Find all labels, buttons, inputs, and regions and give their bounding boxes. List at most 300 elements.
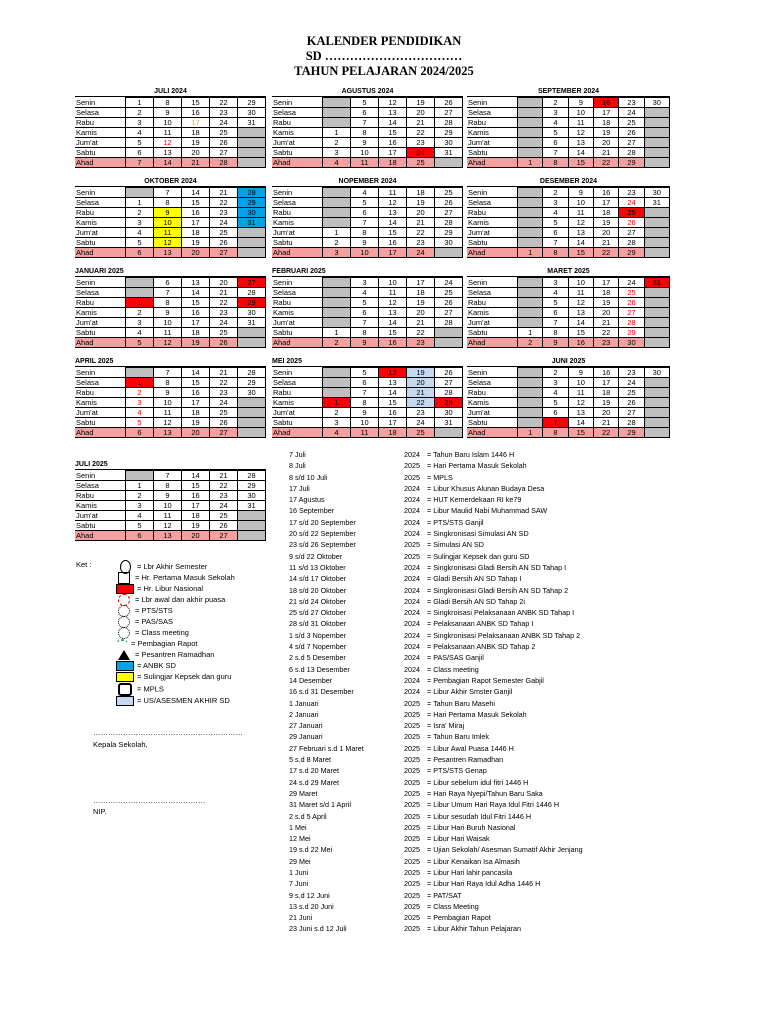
legend-item	[116, 649, 214, 660]
day-cell: 8	[351, 398, 379, 408]
day-cell: 24	[407, 148, 435, 158]
day-name: Kamis	[272, 308, 323, 318]
event-date: 17 Juli	[289, 483, 310, 493]
day-name: Jum'at	[272, 228, 323, 238]
day-cell: 8	[154, 378, 182, 388]
event-text: = Singkronisasi Gladi Bersih AN SD Tahap I	[427, 562, 567, 572]
event-row	[289, 472, 759, 483]
day-cell: 5	[126, 338, 154, 348]
day-name: Selasa	[75, 378, 126, 388]
day-cell: 29	[435, 398, 463, 408]
month-calendar	[75, 267, 266, 348]
event-row	[289, 743, 759, 754]
day-cell: 20	[182, 248, 210, 258]
day-cell: 9	[351, 408, 379, 418]
day-cell: 9	[568, 188, 593, 198]
event-year: 2025	[404, 472, 420, 482]
day-cell: 28	[435, 388, 463, 398]
legend-item	[116, 683, 164, 694]
day-cell: 11	[568, 118, 593, 128]
day-name: Sabtu	[467, 328, 518, 338]
day-cell: 23	[210, 491, 238, 501]
day-cell: 14	[154, 158, 182, 168]
day-cell: 15	[182, 481, 210, 491]
day-cell	[644, 128, 669, 138]
day-cell: 23	[210, 108, 238, 118]
legend-label: = Lbr awal dan akhir puasa	[135, 595, 226, 604]
day-cell: 25	[619, 388, 644, 398]
legend-label: = ANBK SD	[137, 661, 176, 670]
day-name: Sabtu	[272, 148, 323, 158]
event-text: = Libur Hari lahir pancasila	[427, 867, 513, 877]
day-cell: 8	[543, 428, 568, 438]
day-cell: 7	[126, 158, 154, 168]
day-cell: 21	[593, 148, 618, 158]
day-cell: 1	[323, 128, 351, 138]
day-cell: 28	[435, 218, 463, 228]
day-cell: 13	[154, 531, 182, 541]
day-cell: 9	[154, 388, 182, 398]
event-text: = Tahun Baru Imlek	[427, 732, 489, 742]
day-cell: 17	[182, 501, 210, 511]
day-cell: 7	[154, 471, 182, 481]
day-name: Ahad	[75, 428, 126, 438]
legend-item	[116, 671, 231, 682]
day-name: Jum'at	[272, 318, 323, 328]
event-row	[289, 607, 759, 618]
day-cell: 25	[435, 188, 463, 198]
day-cell: 28	[619, 418, 644, 428]
day-name: Rabu	[75, 491, 126, 501]
day-cell	[518, 278, 543, 288]
event-year: 2025	[404, 461, 420, 471]
day-cell	[644, 138, 669, 148]
day-cell: 27	[210, 248, 238, 258]
day-cell: 18	[407, 188, 435, 198]
event-date: 9 s.d 12 Juni	[289, 890, 330, 900]
day-cell: 28	[238, 188, 266, 198]
day-cell: 12	[568, 218, 593, 228]
day-cell: 16	[593, 98, 618, 108]
day-name: Sabtu	[75, 238, 126, 248]
event-text: = Libur Kenaikan Isa Almasih	[427, 856, 520, 866]
day-cell: 4	[126, 511, 154, 521]
event-row	[289, 923, 759, 934]
day-cell	[323, 98, 351, 108]
day-cell: 20	[407, 108, 435, 118]
day-cell: 30	[238, 388, 266, 398]
day-cell: 14	[568, 418, 593, 428]
day-cell	[435, 338, 463, 348]
day-name: Kamis	[75, 218, 126, 228]
day-cell: 12	[154, 418, 182, 428]
day-cell	[644, 108, 669, 118]
event-row	[289, 551, 759, 562]
event-year: 2024	[404, 495, 420, 505]
event-year: 2024	[404, 596, 420, 606]
event-text: = Libur Akhir Smster Ganjil	[427, 687, 513, 697]
day-cell: 14	[379, 118, 407, 128]
day-cell: 19	[407, 368, 435, 378]
day-cell: 29	[619, 328, 644, 338]
day-cell: 21	[407, 388, 435, 398]
day-name: Selasa	[75, 198, 126, 208]
event-text: = Singkronisasi Gladi Bersih AN SD Tahap 2	[427, 585, 569, 595]
signature-title: Kepala Sekolah,	[93, 740, 148, 749]
day-cell	[518, 228, 543, 238]
day-cell: 27	[619, 408, 644, 418]
month-calendar	[467, 87, 670, 168]
day-cell: 12	[154, 521, 182, 531]
day-cell: 17	[593, 378, 618, 388]
day-cell	[238, 138, 266, 148]
day-cell: 23	[619, 188, 644, 198]
day-name: Sabtu	[75, 521, 126, 531]
day-name: Rabu	[272, 118, 323, 128]
event-date: 29 Maret	[289, 788, 318, 798]
month-calendar	[467, 177, 670, 258]
day-cell: 5	[543, 128, 568, 138]
day-cell: 26	[210, 418, 238, 428]
day-cell: 11	[154, 511, 182, 521]
month-title: JANUARI 2025	[75, 267, 266, 277]
day-cell: 24	[407, 418, 435, 428]
day-cell	[644, 218, 669, 228]
event-date: 2 s.d 5 April	[289, 811, 327, 821]
day-cell: 24	[407, 248, 435, 258]
day-cell: 23	[593, 338, 618, 348]
event-row	[289, 901, 759, 912]
day-cell: 26	[435, 368, 463, 378]
day-cell: 5	[543, 218, 568, 228]
day-cell	[238, 511, 266, 521]
day-cell: 8	[351, 228, 379, 238]
event-text: = MPLS	[427, 472, 453, 482]
day-cell: 22	[593, 248, 618, 258]
month-calendar	[467, 357, 670, 438]
day-cell	[126, 471, 154, 481]
day-cell: 21	[210, 288, 238, 298]
day-cell: 13	[182, 278, 210, 288]
day-cell: 16	[379, 138, 407, 148]
event-year: 2025	[404, 879, 420, 889]
event-date: 14 Desember	[289, 675, 333, 685]
month-title: JULI 2024	[75, 87, 266, 97]
day-cell	[644, 318, 669, 328]
day-cell	[238, 158, 266, 168]
day-cell: 13	[379, 108, 407, 118]
day-cell: 13	[568, 138, 593, 148]
month-calendar	[272, 177, 463, 258]
day-cell	[644, 148, 669, 158]
legend-item	[116, 695, 230, 706]
day-cell: 8	[351, 128, 379, 138]
day-cell	[644, 338, 669, 348]
day-name: Sabtu	[272, 418, 323, 428]
day-cell: 27	[435, 108, 463, 118]
day-cell	[644, 288, 669, 298]
day-cell: 10	[154, 398, 182, 408]
day-cell: 9	[154, 491, 182, 501]
day-cell: 20	[407, 208, 435, 218]
day-cell: 12	[568, 128, 593, 138]
day-name: Kamis	[467, 128, 518, 138]
day-cell: 26	[210, 238, 238, 248]
event-date: 16 September	[289, 506, 335, 516]
month-calendar	[272, 357, 463, 438]
day-cell: 15	[379, 228, 407, 238]
day-cell	[323, 208, 351, 218]
day-cell: 17	[182, 118, 210, 128]
day-cell: 1	[126, 298, 154, 308]
day-name: Kamis	[75, 308, 126, 318]
day-cell	[518, 378, 543, 388]
day-cell	[644, 428, 669, 438]
day-cell: 16	[379, 408, 407, 418]
day-cell: 28	[619, 148, 644, 158]
event-row	[289, 449, 759, 460]
day-cell	[238, 128, 266, 138]
day-name: Ahad	[467, 248, 518, 258]
title-line-1: KALENDER PENDIDIKAN	[306, 34, 462, 48]
day-cell: 26	[619, 298, 644, 308]
event-row	[289, 573, 759, 584]
day-cell: 31	[435, 418, 463, 428]
day-cell: 8	[543, 248, 568, 258]
day-cell: 30	[238, 491, 266, 501]
day-name: Jum'at	[467, 318, 518, 328]
month-title: FEBRUARI 2025	[272, 267, 463, 277]
legend-item	[116, 616, 173, 627]
day-cell: 27	[435, 208, 463, 218]
event-date: 20 s/d 22 September	[289, 529, 356, 539]
day-name: Kamis	[272, 128, 323, 138]
day-cell: 2	[126, 491, 154, 501]
day-cell: 14	[182, 471, 210, 481]
day-cell: 25	[210, 511, 238, 521]
day-cell: 10	[568, 278, 593, 288]
day-cell	[644, 388, 669, 398]
day-cell: 15	[568, 248, 593, 258]
event-date: 2 s.d 5 Desember	[289, 653, 346, 663]
day-cell	[126, 288, 154, 298]
day-cell	[518, 208, 543, 218]
day-cell	[323, 378, 351, 388]
day-cell: 3	[126, 318, 154, 328]
day-cell	[644, 398, 669, 408]
day-cell: 28	[619, 238, 644, 248]
day-cell: 17	[182, 398, 210, 408]
day-cell: 16	[593, 368, 618, 378]
event-year: 2025	[404, 890, 420, 900]
day-cell: 1	[518, 248, 543, 258]
event-row	[289, 686, 759, 697]
event-text: = Libur sesudah Idul Fitri 1446 H	[427, 811, 532, 821]
event-date: 31 Maret s/d 1 April	[289, 800, 351, 810]
day-cell: 30	[644, 188, 669, 198]
event-row	[289, 822, 759, 833]
day-name: Selasa	[467, 198, 518, 208]
day-cell: 18	[379, 158, 407, 168]
day-cell: 3	[126, 218, 154, 228]
event-text: = Tahun Baru Islam 1446 H	[427, 450, 515, 459]
day-cell: 3	[126, 501, 154, 511]
day-cell: 26	[210, 138, 238, 148]
day-cell: 24	[435, 278, 463, 288]
event-row	[289, 596, 759, 607]
event-year: 2025	[404, 845, 420, 855]
day-cell: 23	[407, 238, 435, 248]
day-cell: 18	[593, 288, 618, 298]
event-text: = Libur Akhir Tahun Pelajaran	[427, 924, 521, 934]
event-year: 2025	[404, 800, 420, 810]
day-name: Selasa	[467, 108, 518, 118]
day-cell: 22	[210, 481, 238, 491]
day-cell: 3	[543, 108, 568, 118]
legend-label: = PTS/STS	[135, 606, 173, 615]
day-cell: 18	[182, 328, 210, 338]
day-name: Ahad	[467, 428, 518, 438]
day-cell: 5	[351, 298, 379, 308]
day-cell: 3	[543, 278, 568, 288]
event-year: 2025	[404, 766, 420, 776]
day-name: Kamis	[467, 218, 518, 228]
day-name: Sabtu	[467, 418, 518, 428]
event-row	[289, 765, 759, 776]
title-line-2: SD ……………………………	[305, 49, 463, 63]
event-year: 2025	[404, 755, 420, 765]
month-title: MARET 2025	[467, 267, 670, 277]
day-cell: 25	[619, 208, 644, 218]
day-cell: 20	[593, 308, 618, 318]
day-cell	[644, 228, 669, 238]
day-cell: 16	[182, 388, 210, 398]
day-cell: 30	[238, 308, 266, 318]
day-cell: 17	[379, 248, 407, 258]
event-year: 2025	[404, 867, 420, 877]
month-title: DESEMBER 2024	[467, 177, 670, 187]
day-name: Sabtu	[75, 328, 126, 338]
day-name: Jum'at	[75, 408, 126, 418]
day-cell	[323, 218, 351, 228]
day-cell: 2	[126, 388, 154, 398]
day-cell: 30	[238, 108, 266, 118]
day-name: Kamis	[272, 398, 323, 408]
day-cell	[126, 188, 154, 198]
day-cell: 15	[182, 98, 210, 108]
day-cell: 14	[182, 368, 210, 378]
day-cell	[323, 298, 351, 308]
event-year: 2024	[404, 630, 420, 640]
day-cell: 11	[154, 408, 182, 418]
event-row	[289, 585, 759, 596]
day-name: Kamis	[75, 398, 126, 408]
day-name: Selasa	[75, 481, 126, 491]
event-year: 2024	[404, 506, 420, 516]
day-name: Senin	[467, 368, 518, 378]
day-cell: 16	[593, 188, 618, 198]
event-text: = PAT/SAT	[427, 890, 462, 900]
day-cell	[238, 398, 266, 408]
event-year: 2024	[404, 608, 420, 618]
day-cell: 5	[126, 238, 154, 248]
day-cell: 19	[182, 418, 210, 428]
day-cell: 23	[210, 308, 238, 318]
event-year: 2024	[404, 574, 420, 584]
event-text: = Pembagian Rapot Semester Gabjil	[427, 675, 544, 685]
legend-label: = MPLS	[137, 684, 164, 694]
day-cell: 1	[126, 198, 154, 208]
day-cell: 22	[407, 398, 435, 408]
day-cell: 11	[154, 128, 182, 138]
day-cell	[238, 148, 266, 158]
event-date: 6 s.d 13 Desember	[289, 664, 350, 674]
day-cell: 7	[351, 218, 379, 228]
day-cell: 19	[593, 298, 618, 308]
day-name: Rabu	[467, 118, 518, 128]
day-cell: 24	[619, 108, 644, 118]
day-name: Jum'at	[75, 511, 126, 521]
day-cell: 5	[351, 368, 379, 378]
event-text: = Hari Pertama Masuk Sekolah	[427, 461, 527, 471]
month-calendar	[75, 87, 266, 168]
day-cell: 30	[435, 238, 463, 248]
day-cell: 10	[154, 218, 182, 228]
event-year: 2025	[404, 856, 420, 866]
day-cell: 20	[407, 378, 435, 388]
day-cell	[644, 418, 669, 428]
day-cell	[518, 398, 543, 408]
legend-label: = US/ASESMEN AKHIR SD	[137, 696, 230, 705]
day-cell: 25	[407, 158, 435, 168]
event-year: 2024	[404, 450, 420, 459]
day-cell: 30	[619, 338, 644, 348]
day-cell	[518, 138, 543, 148]
day-cell: 26	[210, 521, 238, 531]
day-cell	[518, 128, 543, 138]
day-cell: 6	[543, 228, 568, 238]
day-cell: 28	[238, 471, 266, 481]
day-cell: 16	[568, 338, 593, 348]
day-cell: 18	[407, 288, 435, 298]
event-row	[289, 811, 759, 822]
day-cell: 15	[568, 328, 593, 338]
day-cell: 1	[518, 158, 543, 168]
day-cell	[323, 318, 351, 328]
day-cell: 24	[210, 118, 238, 128]
event-date: 16 s.d 31 Desember	[289, 687, 354, 697]
day-cell: 19	[182, 521, 210, 531]
day-cell: 15	[379, 398, 407, 408]
event-year: 2025	[404, 924, 420, 934]
day-cell: 20	[182, 148, 210, 158]
day-cell	[238, 338, 266, 348]
day-cell: 10	[568, 198, 593, 208]
legend-item	[116, 660, 176, 671]
day-cell: 30	[238, 208, 266, 218]
event-text: = Ujian Sekolah/ Asesman Sumatif Akhir Jenjang	[427, 845, 583, 855]
day-cell: 10	[351, 418, 379, 428]
day-cell: 1	[323, 398, 351, 408]
day-cell: 29	[435, 128, 463, 138]
day-cell	[323, 288, 351, 298]
day-name: Senin	[467, 188, 518, 198]
day-cell: 15	[379, 128, 407, 138]
day-cell: 9	[154, 308, 182, 318]
day-cell: 10	[154, 318, 182, 328]
day-cell: 31	[238, 218, 266, 228]
day-cell	[644, 158, 669, 168]
